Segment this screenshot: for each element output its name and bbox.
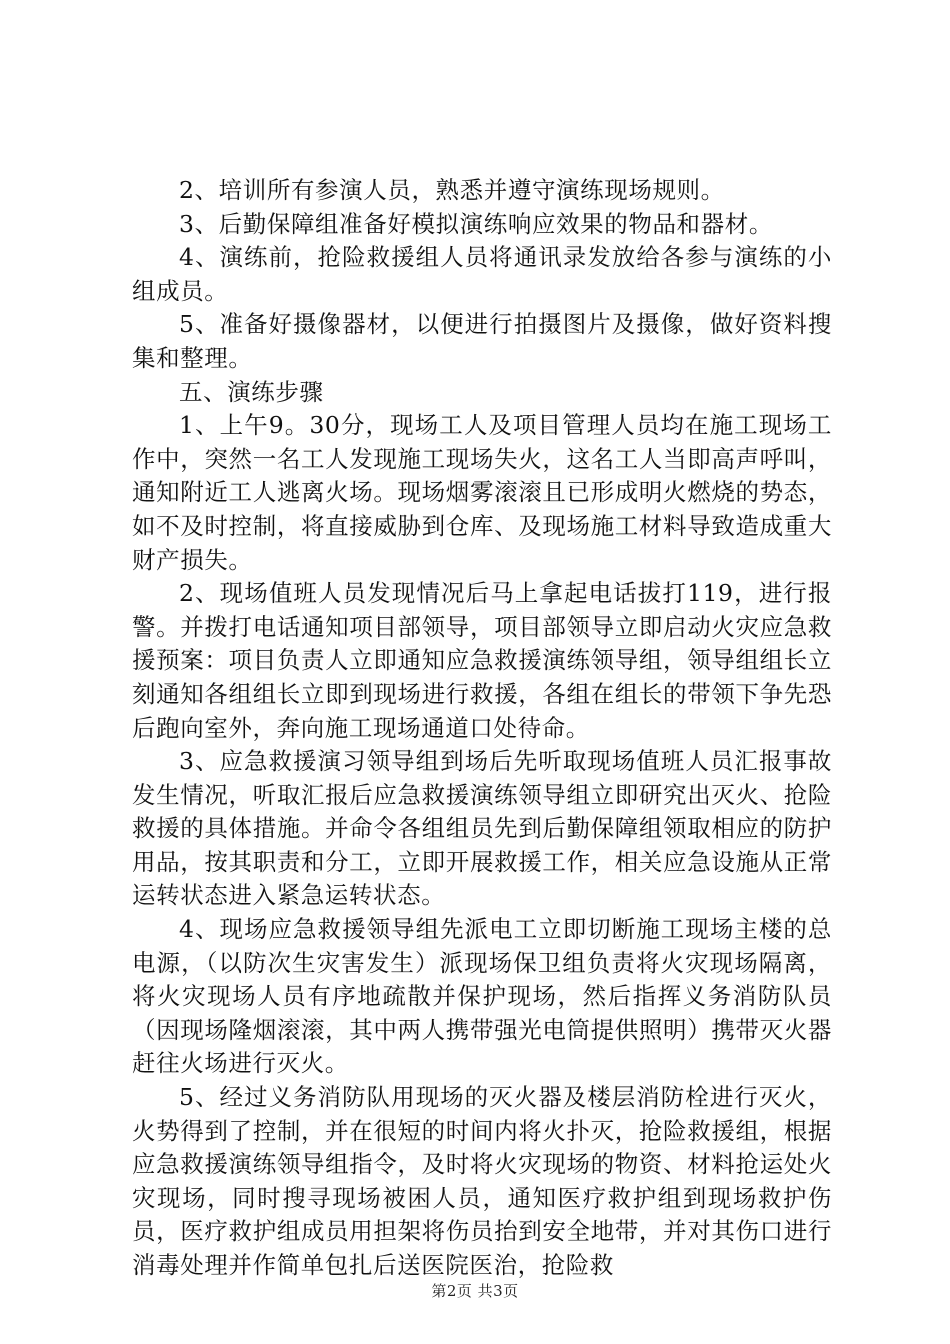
section-heading: 五、演练步骤 [179, 377, 324, 406]
step-1: 1、上午9。30分，现场工人及项目管理人员均在施工现场工作中，突然一名工人发现施工现场失火，这名工人当即高声呼叫，通知附近工人逃离火场。现场烟雾滚滚且已形成明火燃烧的势态，如不及时控制，将直接威胁到仓库、及现场施工材料导致造成重大财产损失。 [132, 411, 832, 574]
step-2: 2、现场值班人员发现情况后马上拿起电话拔打119，进行报警。并拨打电话通知项目部领导，项目部领导立即启动火灾应急救援预案：项目负责人立即通知应急救援演练领导组，领导组组长立刻通知各组组长立即到现场进行救援，各组在组长的带领下争先恐后跑向室外，奔向施工现场通道口处待命。 [132, 579, 832, 742]
page-number-footer: 第2页 共3页 [431, 1282, 519, 1300]
prep-item-4: 4、演练前，抢险救援组人员将通讯录发放给各参与演练的小组成员。 [132, 243, 832, 305]
document-body [132, 174, 832, 1283]
prep-item-2: 2、培训所有参演人员，熟悉并遵守演练现场规则。 [179, 176, 725, 204]
step-5: 5、经过义务消防队用现场的灭火器及楼层消防栓进行灭火，火势得到了控制，并在很短的时间内将火扑灭，抢险救援组，根据应急救援演练领导组指令，及时将火灾现场的物资、材料抢运处火灾现场，同时搜寻现场被困人员，通知医疗救护组到现场救护伤员，医疗救护组成员用担架将伤员抬到安全地带，并对其伤口进行消毒处理并作简单包扎后送医院医治，抢险救 [132, 1083, 832, 1279]
prep-item-5: 5、准备好摄像器材，以便进行拍摄图片及摄像，做好资料搜集和整理。 [132, 310, 832, 372]
step-3: 3、应急救援演习领导组到场后先听取现场值班人员汇报事故发生情况，听取汇报后应急救援演练领导组立即研究出灭火、抢险救援的具体措施。并命令各组组员先到后勤保障组领取相应的防护用品，按其职责和分工，立即开展救援工作，相关应急设施从正常运转状态进入紧急运转状态。 [132, 747, 832, 910]
step-4: 4、现场应急救援领导组先派电工立即切断施工现场主楼的总电源，（以防次生灾害发生）派现场保卫组负责将火灾现场隔离，将火灾现场人员有序地疏散并保护现场，然后指挥义务消防队员（因现场隆烟滚滚，其中两人携带强光电筒提供照明）携带灭火器赶往火场进行灭火。 [132, 915, 832, 1078]
prep-item-3: 3、后勤保障组准备好模拟演练响应效果的物品和器材。 [179, 209, 773, 238]
